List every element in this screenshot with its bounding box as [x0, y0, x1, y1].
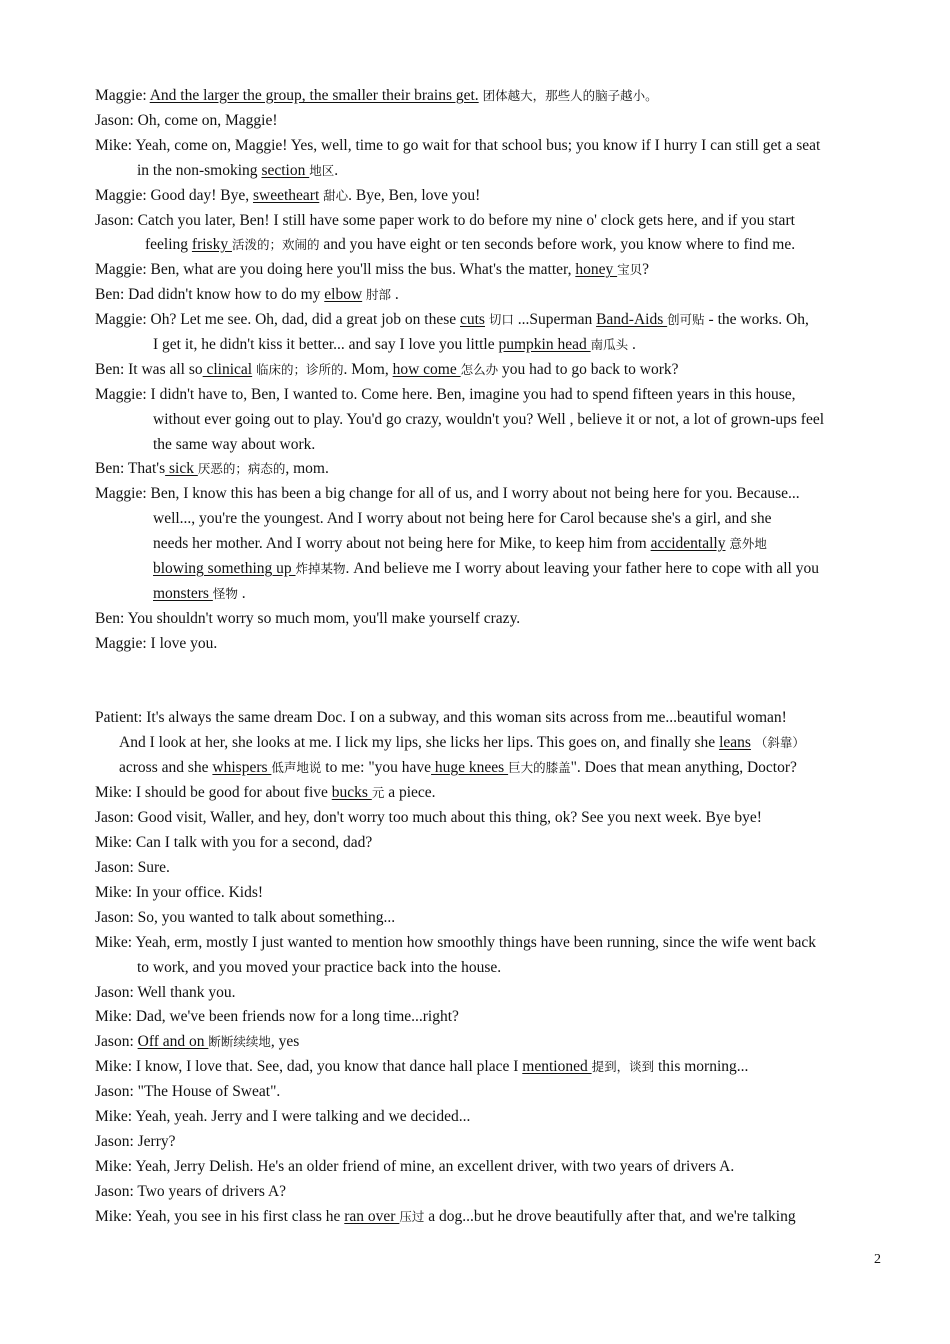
vocab-term: frisky — [191, 236, 232, 253]
text-segment: Jason: — [95, 1033, 138, 1050]
chinese-gloss: 意外地 — [729, 536, 767, 551]
chinese-gloss: 压过 — [399, 1209, 425, 1224]
vocab-term: clinical — [202, 361, 253, 378]
dialogue-line — [95, 1058, 748, 1076]
chinese-gloss: 活泼的；欢闹的 — [231, 237, 320, 252]
dialogue-line — [95, 386, 796, 404]
dialogue-line — [95, 485, 800, 503]
vocab-term: how come — [392, 361, 461, 378]
text-segment: Mike: Yeah, come on, Maggie! Yes, well, time to go wait for that school bus; you know if I hurry I can still get a seat — [95, 137, 821, 154]
dialogue-line — [153, 336, 636, 354]
text-segment: Mike: Yeah, yeah. Jerry and I were talking and we decided... — [95, 1108, 471, 1125]
text-segment: Jason: "The House of Sweat". — [95, 1083, 281, 1100]
text-segment: Maggie: I love you. — [95, 635, 218, 652]
text-segment: And I look at her, she looks at me. I lick my lips, she licks her lips. This goes on, and finally she — [119, 734, 720, 751]
chinese-gloss: 切口 — [488, 312, 514, 327]
text-segment: . And believe me I worry about leaving your father here to cope with all you — [345, 560, 819, 577]
chinese-gloss: 低声地说 — [271, 760, 322, 775]
text-segment: Jason: Oh, come on, Maggie! — [95, 112, 278, 129]
text-segment: and you have eight or ten seconds before work, you know where to find me. — [319, 236, 796, 253]
text-segment: Maggie: Ben, what are you doing here you'll miss the bus. What's the matter, — [95, 261, 576, 278]
chinese-gloss: 提到，谈到 — [591, 1059, 655, 1074]
text-segment: Ben: It was all so — [95, 361, 203, 378]
text-segment: Jason: Good visit, Waller, and hey, don't worry too much about this thing, ok? See you next week. Bye bye! — [95, 809, 762, 826]
chinese-gloss: 创可贴 — [667, 312, 705, 327]
vocab-term: sweetheart — [252, 187, 320, 204]
text-segment: ". Does that mean anything, Doctor? — [570, 759, 797, 776]
dialogue-line — [95, 137, 820, 155]
text-segment: Jason: So, you wanted to talk about something... — [95, 909, 396, 926]
text-segment: Jason: Catch you later, Ben! I still have some paper work to do before my nine o' clock gets here, and if you start — [95, 212, 795, 229]
dialogue-line — [95, 87, 658, 105]
chinese-gloss: 团体越大，那些人的脑子越小。 — [482, 88, 658, 103]
text-segment: Patient: It's always the same dream Doc. I on a subway, and this woman sits across from me...beautiful woman! — [95, 709, 787, 726]
dialogue-line — [95, 784, 436, 802]
text-segment: a piece. — [384, 784, 436, 801]
dialogue-line — [153, 436, 315, 454]
dialogue-line — [95, 709, 787, 727]
chinese-gloss: 地区 — [309, 163, 335, 178]
text-segment: in the non-smoking — [137, 162, 262, 179]
text-segment: Maggie: Oh? Let me see. Oh, dad, did a great job on these — [95, 311, 460, 328]
vocab-term: sick — [165, 460, 198, 477]
text-segment: ? — [642, 261, 650, 278]
dialogue-line — [95, 212, 795, 230]
text-segment: a dog...but he drove beautifully after that, and we're talking — [424, 1208, 796, 1225]
vocab-term: ran over — [344, 1208, 400, 1225]
dialogue-line — [95, 1083, 280, 1101]
dialogue-line — [95, 112, 278, 130]
chinese-gloss: 肘部 — [366, 287, 392, 302]
dialogue-line — [95, 909, 395, 927]
vocab-term: section — [261, 162, 310, 179]
text-segment: . — [391, 286, 399, 303]
dialogue-line — [153, 411, 824, 429]
text-segment: Maggie: Good day! Bye, — [95, 187, 253, 204]
dialogue-line — [95, 187, 480, 205]
text-segment: across and she — [119, 759, 213, 776]
dialogue-line — [153, 510, 772, 528]
dialogue-line — [95, 286, 399, 304]
chinese-gloss: 厌恶的；病态的 — [197, 461, 286, 476]
vocab-term: blowing something up — [153, 560, 296, 577]
text-segment: to me: "you have — [321, 759, 432, 776]
dialogue-line — [95, 984, 236, 1002]
text-segment: , yes — [270, 1033, 300, 1050]
dialogue-line — [145, 236, 795, 254]
text-segment: . — [237, 585, 246, 602]
vocab-term: whispers — [212, 759, 272, 776]
dialogue-line — [153, 585, 246, 603]
chinese-gloss: 甜心 — [323, 188, 349, 203]
chinese-gloss: 临床的；诊所的 — [256, 362, 344, 377]
dialogue-line — [95, 1033, 299, 1051]
dialogue-line — [95, 884, 263, 902]
dialogue-line — [95, 859, 170, 877]
text-segment: well..., you're the youngest. And I worry about not being here for Carol because she's a girl, and she — [153, 510, 772, 527]
chinese-gloss: 巨大的膝盖 — [508, 760, 571, 775]
text-segment: Ben: Dad didn't know how to do my — [95, 286, 325, 303]
vocab-term: And the larger the group, the smaller their brains get. — [149, 87, 479, 104]
vocab-term: accidentally — [650, 535, 726, 552]
text-segment: ...Superman — [513, 311, 597, 328]
text-segment: Maggie: Ben, I know this has been a big change for all of us, and I worry about not being here for you. Because... — [95, 485, 800, 502]
dialogue-line — [95, 1108, 470, 1126]
page-number: 2 — [874, 1252, 881, 1267]
chinese-gloss: 元 — [371, 785, 385, 800]
text-segment: you had to go back to work? — [498, 361, 679, 378]
text-segment: without ever going out to play. You'd go crazy, wouldn't you? Well , believe it or not, a lot of grown-ups feel — [153, 411, 825, 428]
vocab-term: mentioned — [522, 1058, 592, 1075]
vocab-term: pumpkin head — [498, 336, 591, 353]
text-segment: Jason: Jerry? — [95, 1133, 176, 1150]
dialogue-line — [95, 1008, 459, 1026]
dialogue-line — [95, 460, 329, 478]
dialogue-line — [137, 959, 501, 977]
vocab-term: monsters — [153, 585, 213, 602]
text-segment: . Mom, — [343, 361, 393, 378]
text-segment: - the works. Oh, — [704, 311, 809, 328]
chinese-gloss: 断断续续地 — [208, 1034, 271, 1049]
dialogue-line — [153, 535, 767, 553]
text-segment: , mom. — [285, 460, 329, 477]
chinese-gloss: 怎么办 — [460, 362, 499, 377]
text-segment: feeling — [145, 236, 192, 253]
vocab-term: leans — [719, 734, 751, 751]
dialogue-line — [95, 635, 217, 653]
text-segment: to work, and you moved your practice back into the house. — [137, 959, 502, 976]
dialogue-line — [119, 759, 797, 777]
vocab-term: huge knees — [431, 759, 509, 776]
dialogue-line — [95, 361, 679, 379]
text-segment: this morning... — [654, 1058, 749, 1075]
text-segment: . — [334, 162, 339, 179]
vocab-term: bucks — [331, 784, 372, 801]
text-segment: needs her mother. And I worry about not being here for Mike, to keep him from — [153, 535, 651, 552]
vocab-term: Off and on — [137, 1033, 209, 1050]
text-segment: Jason: Sure. — [95, 859, 170, 876]
dialogue-line — [95, 1183, 286, 1201]
vocab-term: Band-Aids — [596, 311, 668, 328]
text-segment: Mike: Yeah, Jerry Delish. He's an older friend of mine, an excellent driver, with two years of drivers A. — [95, 1158, 735, 1175]
dialogue-line — [95, 1158, 734, 1176]
dialogue-line — [95, 1133, 176, 1151]
dialogue-line — [95, 834, 372, 852]
text-segment: . Bye, Ben, love you! — [348, 187, 481, 204]
text-segment: Mike: Yeah, erm, mostly I just wanted to mention how smoothly things have been running, since the wife went back — [95, 934, 817, 951]
vocab-term: elbow — [324, 286, 363, 303]
chinese-gloss: 宝贝 — [617, 262, 643, 277]
dialogue-line — [95, 610, 520, 628]
dialogue-line — [95, 261, 649, 279]
chinese-gloss: 南瓜头 — [590, 337, 629, 352]
dialogue-line — [137, 162, 338, 180]
text-segment: Mike: Can I talk with you for a second, dad? — [95, 834, 373, 851]
text-segment: Maggie: I didn't have to, Ben, I wanted to. Come here. Ben, imagine you had to spend fifteen years in this house, — [95, 386, 796, 403]
text-segment: Ben: That's — [95, 460, 166, 477]
dialogue-line — [95, 1208, 796, 1226]
dialogue-line — [153, 560, 819, 578]
dialogue-line — [119, 734, 805, 752]
text-segment: Mike: Dad, we've been friends now for a long time...right? — [95, 1008, 459, 1025]
text-segment: Mike: I know, I love that. See, dad, you know that dance hall place I — [95, 1058, 523, 1075]
text-segment: Ben: You shouldn't worry so much mom, you'll make yourself crazy. — [95, 610, 521, 627]
chinese-gloss: （斜靠） — [750, 735, 805, 750]
chinese-gloss: 炸掉某物 — [295, 561, 346, 576]
text-segment: the same way about work. — [153, 436, 316, 453]
vocab-term: cuts — [460, 311, 485, 328]
text-segment: Mike: Yeah, you see in his first class he — [95, 1208, 345, 1225]
text-segment: Jason: Well thank you. — [95, 984, 236, 1001]
text-segment: . — [628, 336, 636, 353]
chinese-gloss: 怪物 — [212, 586, 238, 601]
dialogue-line — [95, 934, 816, 952]
text-segment: Mike: I should be good for about five — [95, 784, 332, 801]
text-segment: Jason: Two years of drivers A? — [95, 1183, 287, 1200]
vocab-term: honey — [575, 261, 618, 278]
dialogue-line — [95, 809, 762, 827]
text-segment: I get it, he didn't kiss it better... and say I love you little — [153, 336, 499, 353]
text-segment: Mike: In your office. Kids! — [95, 884, 264, 901]
text-segment: Maggie: — [95, 87, 150, 104]
dialogue-line — [95, 311, 809, 329]
